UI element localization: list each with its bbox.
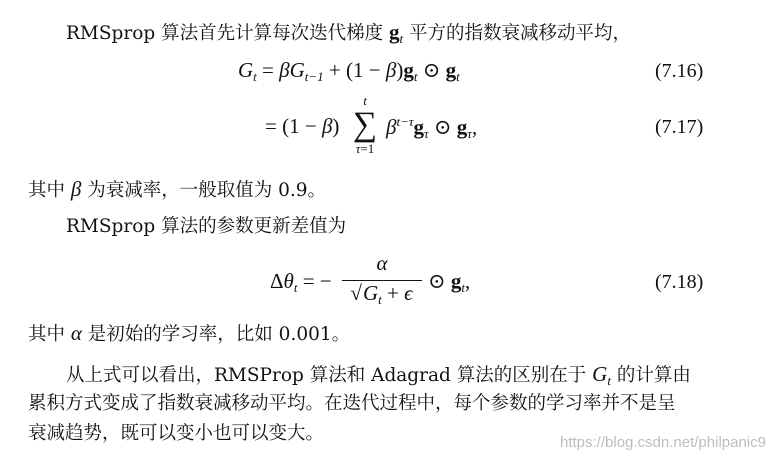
watermark: https://blog.csdn.net/philpanic9 [560,434,766,451]
equation-7-18-fraction: α [376,251,388,275]
equation-7-16: $G_t = \beta G_{t-1} + (1 - \beta)g_t$ ⊙ $g_t$ [238,58,460,84]
paragraph-comparison-line-1: 从上式可以看出，RMSProp 算法和 Adagrad 算法的区别在于 $G_t$ 的计算由 [66,362,691,388]
gradient-symbol: $g_t$ [388,20,404,46]
equation-7-17-lhs: = (1 − β) [265,114,340,138]
equation-number-7-18: (7.18) [655,271,704,293]
paragraph-comparison-line-3: 衰减趋势，既可以变小也可以变大。 [28,423,325,444]
paragraph-update: RMSprop 算法的参数更新差值为 [66,216,347,237]
summation-symbol: t ∑ τ=1 [352,93,378,156]
paragraph-intro: RMSprop 算法首先计算每次迭代梯度 $g_t$ 平方的指数衰减移动平均， [66,20,631,46]
equation-7-18-lhs: $\Delta\theta_t$ = − [270,269,332,295]
equation-7-18-denominator: $√G_t + \epsilon$ [350,281,413,307]
equation-number-7-17: (7.17) [655,116,704,138]
paragraph-learning-rate: 其中 α 是初始的学习率，比如 0.001。 [28,321,351,345]
equation-7-17-rhs: $\beta^{t-\tau}g_\tau$ ⊙ $g_\tau$, [386,114,478,141]
beta-symbol: β [70,177,82,201]
equation-7-18-rhs: ⊙ $g_t$, [428,269,471,295]
paragraph-comparison-line-2: 累积方式变成了指数衰减移动平均。在迭代过程中，每个参数的学习率并不是呈 [28,393,676,414]
g-t-symbol: $G_t$ [592,362,611,388]
alpha-symbol: α [70,321,82,345]
equation-number-7-16: (7.16) [655,60,704,82]
paragraph-decay-rate: 其中 β 为衰减率，一般取值为 0.9。 [28,177,327,201]
